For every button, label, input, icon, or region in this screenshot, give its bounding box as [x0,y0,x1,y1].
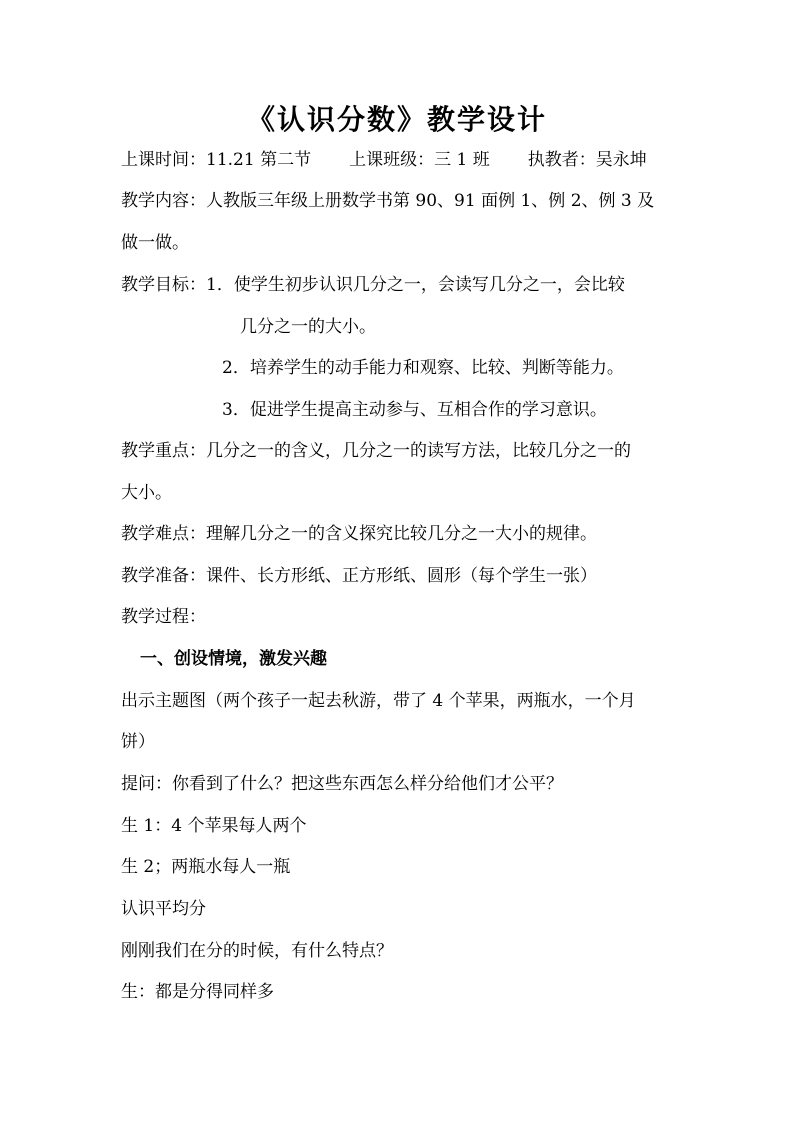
lesson-info-row [121,149,647,171]
process-heading: 教学过程： [121,607,206,627]
lesson-time: 上课时间：11.21 第二节 [121,150,312,170]
question-1: 提问：你看到了什么？把这些东西怎么样分给他们才公平？ [121,774,563,794]
section-1-heading: 一、创设情境，激发兴趣 [140,649,327,669]
content-line-2: 做一做。 [121,233,189,253]
key-point-line-1: 教学重点：几分之一的含义，几分之一的读写方法，比较几分之一的 [121,441,631,461]
scene-line-2: 饼） [121,732,155,752]
difficulty: 教学难点：理解几分之一的含义探究比较几分之一大小的规律。 [121,524,597,544]
question-2: 刚刚我们在分的时候，有什么特点？ [121,941,393,961]
content-line-1: 教学内容：人教版三年级上册数学书第 90、91 面例 1、例 2、例 3 及 [121,191,655,211]
scene-line-1: 出示主题图（两个孩子一起去秋游，带了 4 个苹果，两瓶水，一个月 [121,691,636,711]
document-title: 《认识分数》教学设计 [246,103,547,136]
key-point-line-2: 大小。 [121,483,172,503]
lesson-class: 上课班级：三 1 班 [349,150,490,170]
preparation: 教学准备：课件、长方形纸、正方形纸、圆形（每个学生一张） [121,566,597,586]
goal-3: 3．促进学生提高主动参与、互相合作的学习意识。 [222,400,607,420]
fair-share-heading: 认识平均分 [121,899,206,919]
student-1-answer: 生 1：4 个苹果每人两个 [121,816,307,836]
student-2-answer: 生 2；两瓶水每人一瓶 [121,857,291,877]
goal-1-line-1: 教学目标：1．使学生初步认识几分之一，会读写几分之一，会比较 [121,275,625,295]
lesson-teacher: 执教者：吴永坤 [527,150,647,170]
goal-1-line-2: 几分之一的大小。 [240,317,376,337]
student-answer: 生：都是分得同样多 [121,982,274,1002]
goal-2: 2．培养学生的动手能力和观察、比较、判断等能力。 [222,358,624,378]
